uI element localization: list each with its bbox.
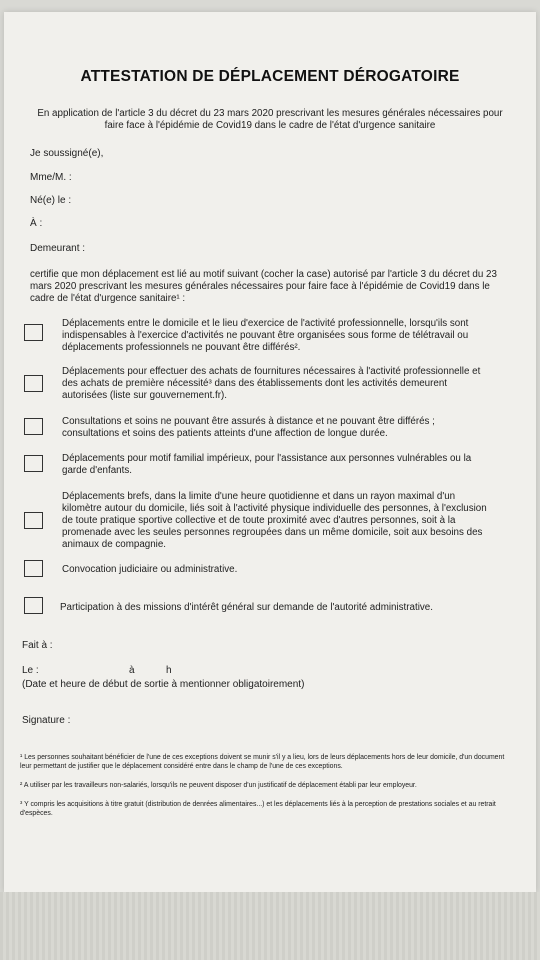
certifie-paragraph: certifie que mon déplacement est lié au motif suivant (cocher la case) autorisé par l'article 3 du décret du 23 mars 2020 prescrivant les mesures générales nécessaires pour faire face à l'épidémie de Covid19 dans le cadre de l'état d'urgence sanitaire¹ : — [30, 269, 497, 304]
checkbox-achats[interactable] — [24, 375, 43, 392]
footnote-3: ³ Y compris les acquisitions à titre gratuit (distribution de denrées alimentaires...) et les déplacements liés à la perception de prestations sociales et au retrait d'espèces. — [20, 801, 496, 817]
checkbox-sport[interactable] — [24, 512, 43, 529]
option-sport: Déplacements brefs, dans la limite d'une heure quotidienne et dans un rayon maximal d'un kilomètre autour du domicile, liés soit à l'activité physique individuelle des personnes, à l'exclusion de toute pratique sportive collective et de toute proximité avec d'autres personnes, soit à la promenade avec les seules personnes regroupées dans un même domicile, soit aux besoins des animaux de compagnie. — [62, 491, 487, 550]
lieu-naissance-field[interactable]: À : — [30, 218, 43, 229]
footnote-2: ² A utiliser par les travailleurs non-salariés, lorsqu'ils ne peuvent disposer d'un justificatif de déplacement établi par leur employeur. — [20, 782, 417, 789]
option-convocation: Convocation judiciaire ou administrative. — [62, 564, 238, 575]
demeurant-field[interactable]: Demeurant : — [30, 243, 86, 254]
fait-a-field[interactable]: Fait à : — [22, 640, 53, 651]
option-sante: Consultations et soins ne pouvant être assurés à distance et ne pouvant être différés ; consultations et soins des patients atteints d'une affection de longue durée. — [62, 416, 435, 439]
checkbox-mission[interactable] — [24, 597, 43, 614]
option-mission: Participation à des missions d'intérêt général sur demande de l'autorité administrative. — [60, 602, 433, 613]
soussigne-label: Je soussigné(e), — [30, 148, 104, 159]
checkbox-convocation[interactable] — [24, 560, 43, 577]
date-note: (Date et heure de début de sortie à mentionner obligatoirement) — [22, 679, 305, 690]
document-title: ATTESTATION DE DÉPLACEMENT DÉROGATOIRE — [80, 68, 460, 85]
option-travail: Déplacements entre le domicile et le lieu d'exercice de l'activité professionnelle, lorsqu'ils sont indispensables à l'exercice d'activités ne pouvant être organisées sous forme de télétravail ou déplacements professionnels ne pouvant être différés². — [62, 318, 469, 353]
checkbox-famille[interactable] — [24, 455, 43, 472]
option-achats: Déplacements pour effectuer des achats de fournitures nécessaires à l'activité professionnelle et des achats de première nécessité³ dans des établissements dont les activités demeurent autorisées (liste sur gouvernement.fr). — [62, 366, 481, 401]
h-separator: h — [166, 665, 172, 676]
option-famille: Déplacements pour motif familial impérieux, pour l'assistance aux personnes vulnérables ou la garde d'enfants. — [62, 453, 472, 476]
checkbox-travail[interactable] — [24, 324, 43, 341]
a-separator: à — [129, 665, 135, 676]
le-field[interactable]: Le : — [22, 665, 39, 676]
date-naissance-field[interactable]: Né(e) le : — [30, 195, 72, 206]
checkbox-sante[interactable] — [24, 418, 43, 435]
mme-m-field[interactable]: Mme/M. : — [30, 172, 72, 183]
footnote-1: ¹ Les personnes souhaitant bénéficier de l'une de ces exceptions doivent se munir s'il y a lieu, lors de leurs déplacements hors de leur domicile, d'un document leur permettant de justifier que le déplacement considéré entre dans le champ de l'une de ces exceptions. — [20, 754, 505, 770]
intro-paragraph: En application de l'article 3 du décret du 23 mars 2020 prescrivant les mesures générales nécessaires pour faire face à l'épidémie de Covid19 dans le cadre de l'état d'urgence sanitaire — [37, 108, 503, 131]
signature-field[interactable]: Signature : — [22, 715, 71, 726]
table-surface — [0, 892, 540, 960]
